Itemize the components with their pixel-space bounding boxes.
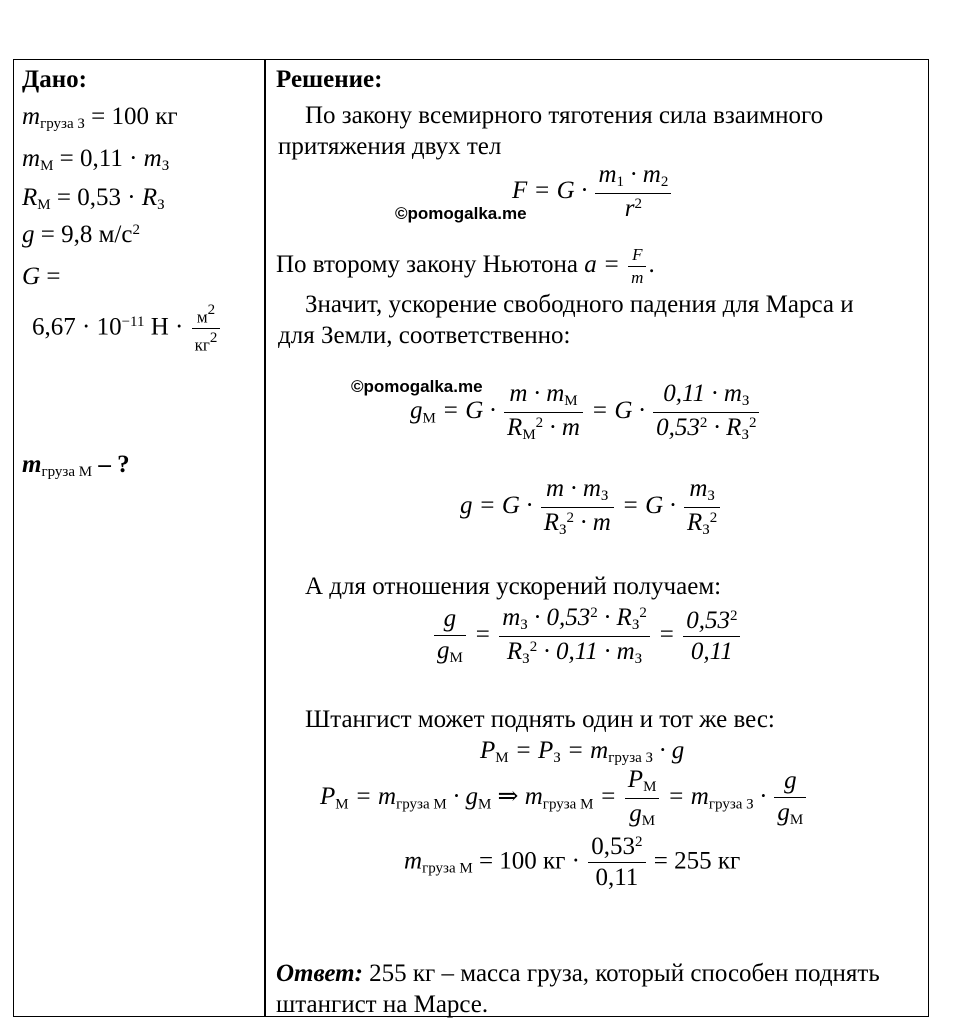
given-cargo-mass: $m_{груза З} = 100$ кг — [22, 103, 178, 133]
paragraph-weight: Штангист может поднять один и тот же вес: — [305, 706, 775, 733]
given-G-value: $6,67 \cdot 10^{-11}$ Н · $\frac{м2}{кг2}$ — [32, 303, 222, 354]
given-gravity: g = 9,8 $м/с^2$ — [22, 221, 140, 248]
watermark-2: ©pomogalka.me — [351, 377, 483, 396]
G-unit-fraction: $\frac{м2}{кг2}$ — [192, 303, 221, 354]
formula-ratio: $\frac{g}{g_М}$ = $\frac{m_З \cdot 0,53^2 \cdot R_З^2}{R_З^2 \cdot 0,11 \cdot m_З}$ = $\frac{0,53^2}{0,11}$ — [432, 605, 742, 668]
watermark-1: ©pomogalka.me — [395, 204, 527, 223]
paragraph-acceleration-2: для Земли, соответственно: — [278, 322, 571, 349]
paragraph-acceleration-1: Значит, ускорение свободного падения для Марса и — [305, 291, 854, 318]
formula-weight-equal: $P_М = P_З = m_{груза З} \cdot g$ — [480, 737, 685, 767]
answer-line-1: Ответ: 255 кг – масса груза, который способен поднять — [276, 960, 880, 987]
paragraph-newton: По второму закону Ньютона a = $\frac{F}{m}$ . — [276, 245, 655, 287]
given-G-label: G = — [22, 263, 61, 290]
solution-title: Решение: — [276, 66, 383, 93]
given-mars-mass: $m_М = 0,11 \cdot m_З$ — [22, 145, 170, 175]
formula-g-mars: $g_М = G$ · $\frac{m \cdot m_М}{R_М^2 \cdot m}$ = G · $\frac{0,11 \cdot m_З}{0,53^2 \cdot R_З^2}$ — [410, 381, 761, 444]
given-mars-radius: $R_М = 0,53 \cdot R_З$ — [22, 184, 165, 214]
paragraph-gravitation-2: притяжения двух тел — [278, 133, 502, 160]
formula-g-earth: g = G · $\frac{m \cdot m_З}{R_З^2 \cdot m}$ = G · $\frac{m_З}{R_З^2}$ — [460, 476, 722, 539]
answer-label: Ответ: — [276, 960, 363, 987]
formula-derivation: $P_М = m_{груза М} \cdot g_М$ ⇒ $m_{груза М}$ = $\frac{P_М}{g_М}$ = $m_{груза З}$ · $\frac{g}{g_М}$ — [320, 767, 808, 830]
answer-line-2: штангист на Марсе. — [276, 991, 489, 1018]
column-divider — [264, 59, 266, 1017]
paragraph-gravitation-1: По закону всемирного тяготения сила взаимного — [305, 102, 824, 129]
find-question: mгруза М – ? — [22, 451, 130, 481]
formula-gravity-law: F = G · $\frac{m_1 \cdot m_2}{r^2}$ — [512, 162, 673, 222]
paragraph-ratio: А для отношения ускорений получаем: — [305, 573, 722, 600]
given-title: Дано: — [22, 66, 87, 93]
formula-final: $m_{груза М} = 100$ кг · $\frac{0,53^2}{0,11}$ = 255 кг — [404, 833, 741, 892]
